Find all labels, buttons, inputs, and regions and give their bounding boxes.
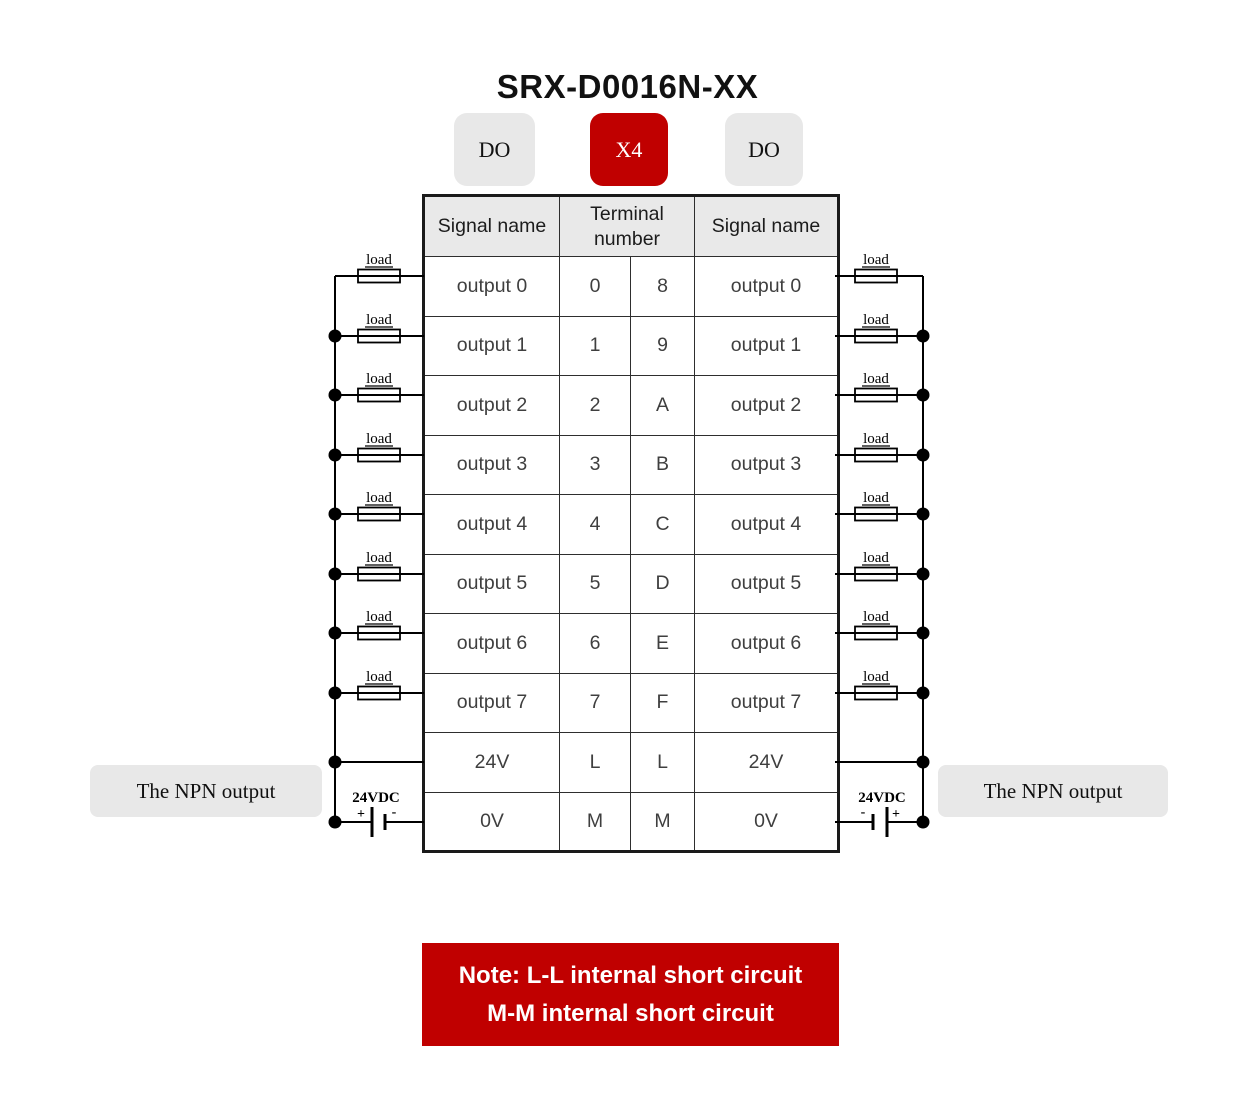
header-terminal-number: Terminal number [560,196,695,257]
table-row [424,733,839,793]
supply-voltage-label: 24VDC [352,790,400,806]
table-row [424,495,839,555]
load-resistor [855,252,897,283]
supply-voltage-label: 24VDC [858,790,906,806]
note-box [422,943,839,1046]
cell-signal-left: output 5 [424,554,560,614]
cell-terminal-right: C [631,495,695,555]
table-row [424,257,839,317]
load-resistor [855,609,897,640]
cell-signal-left: output 7 [424,673,560,733]
wire-bus-right [835,276,923,822]
table-row [424,614,839,674]
load-resistor [855,669,897,700]
cell-signal-left: output 3 [424,435,560,495]
load-resistor [358,550,400,581]
cell-terminal-right: L [631,733,695,793]
npn-output-label-left: The NPN output [90,765,322,817]
cell-signal-right: output 7 [695,673,839,733]
load-label: load [366,609,392,625]
load-resistor [855,431,897,462]
header-signal-left: Signal name [424,196,560,257]
cell-terminal-right: E [631,614,695,674]
load-resistor [358,669,400,700]
cell-signal-left: 0V [424,792,560,852]
load-label: load [863,312,889,328]
cell-terminal-right: M [631,792,695,852]
cell-signal-right: 0V [695,792,839,852]
cell-signal-right: output 6 [695,614,839,674]
wire-bus-left [335,276,424,822]
cell-terminal-left: L [560,733,631,793]
cell-signal-left: output 0 [424,257,560,317]
badge-x4-connector: X4 [590,113,668,186]
cell-terminal-right: F [631,673,695,733]
terminal-table [422,194,840,853]
load-label: load [366,669,392,685]
load-label: load [863,252,889,268]
cell-terminal-left: 5 [560,554,631,614]
cell-terminal-left: 1 [560,316,631,376]
table-header-row [424,196,839,257]
table-row [424,792,839,852]
cell-signal-right: output 1 [695,316,839,376]
load-label: load [366,550,392,566]
cell-signal-right: output 0 [695,257,839,317]
cell-signal-left: output 4 [424,495,560,555]
plus-sign: + [357,807,365,822]
cell-signal-left: output 1 [424,316,560,376]
cell-signal-right: output 3 [695,435,839,495]
cell-signal-left: output 2 [424,376,560,436]
battery-symbol [352,790,400,837]
load-resistor [855,371,897,402]
cell-terminal-left: 4 [560,495,631,555]
table-row [424,673,839,733]
cell-terminal-left: 7 [560,673,631,733]
cell-signal-right: output 4 [695,495,839,555]
load-label: load [863,371,889,387]
load-label: load [863,490,889,506]
load-resistor [855,490,897,521]
load-resistor [358,312,400,343]
load-resistor [855,312,897,343]
load-resistor [358,490,400,521]
badge-do-left: DO [454,113,535,186]
cell-terminal-right: B [631,435,695,495]
cell-terminal-left: M [560,792,631,852]
load-label: load [863,431,889,447]
minus-sign: - [391,805,397,820]
cell-terminal-left: 2 [560,376,631,436]
load-resistor [358,609,400,640]
cell-signal-right: 24V [695,733,839,793]
badge-do-right: DO [725,113,803,186]
table-row [424,376,839,436]
note-line-1: Note: L-L internal short circuit [458,961,803,989]
load-label: load [366,312,392,328]
npn-output-label-right: The NPN output [938,765,1168,817]
cell-signal-left: output 6 [424,614,560,674]
minus-sign: - [860,805,866,820]
battery-symbol [858,790,906,837]
note-line-2: M-M internal short circuit [487,999,774,1027]
page-title: SRX-D0016N-XX [496,68,759,105]
load-label: load [863,669,889,685]
load-label: load [863,550,889,566]
cell-terminal-left: 0 [560,257,631,317]
load-resistor [358,371,400,402]
load-resistor [855,550,897,581]
table-row [424,316,839,376]
cell-terminal-right: 8 [631,257,695,317]
header-signal-right: Signal name [695,196,839,257]
cell-terminal-right: 9 [631,316,695,376]
cell-signal-left: 24V [424,733,560,793]
cell-signal-right: output 5 [695,554,839,614]
cell-terminal-right: D [631,554,695,614]
load-resistor [358,431,400,462]
cell-signal-right: output 2 [695,376,839,436]
left-wiring-diagram [325,248,427,852]
cell-terminal-left: 6 [560,614,631,674]
table-row [424,554,839,614]
cell-terminal-right: A [631,376,695,436]
load-label: load [366,490,392,506]
right-wiring-diagram [828,248,930,852]
load-label: load [366,371,392,387]
load-resistor [358,252,400,283]
load-label: load [366,252,392,268]
cell-terminal-left: 3 [560,435,631,495]
load-label: load [366,431,392,447]
table-row [424,435,839,495]
plus-sign: + [892,807,900,822]
load-label: load [863,609,889,625]
